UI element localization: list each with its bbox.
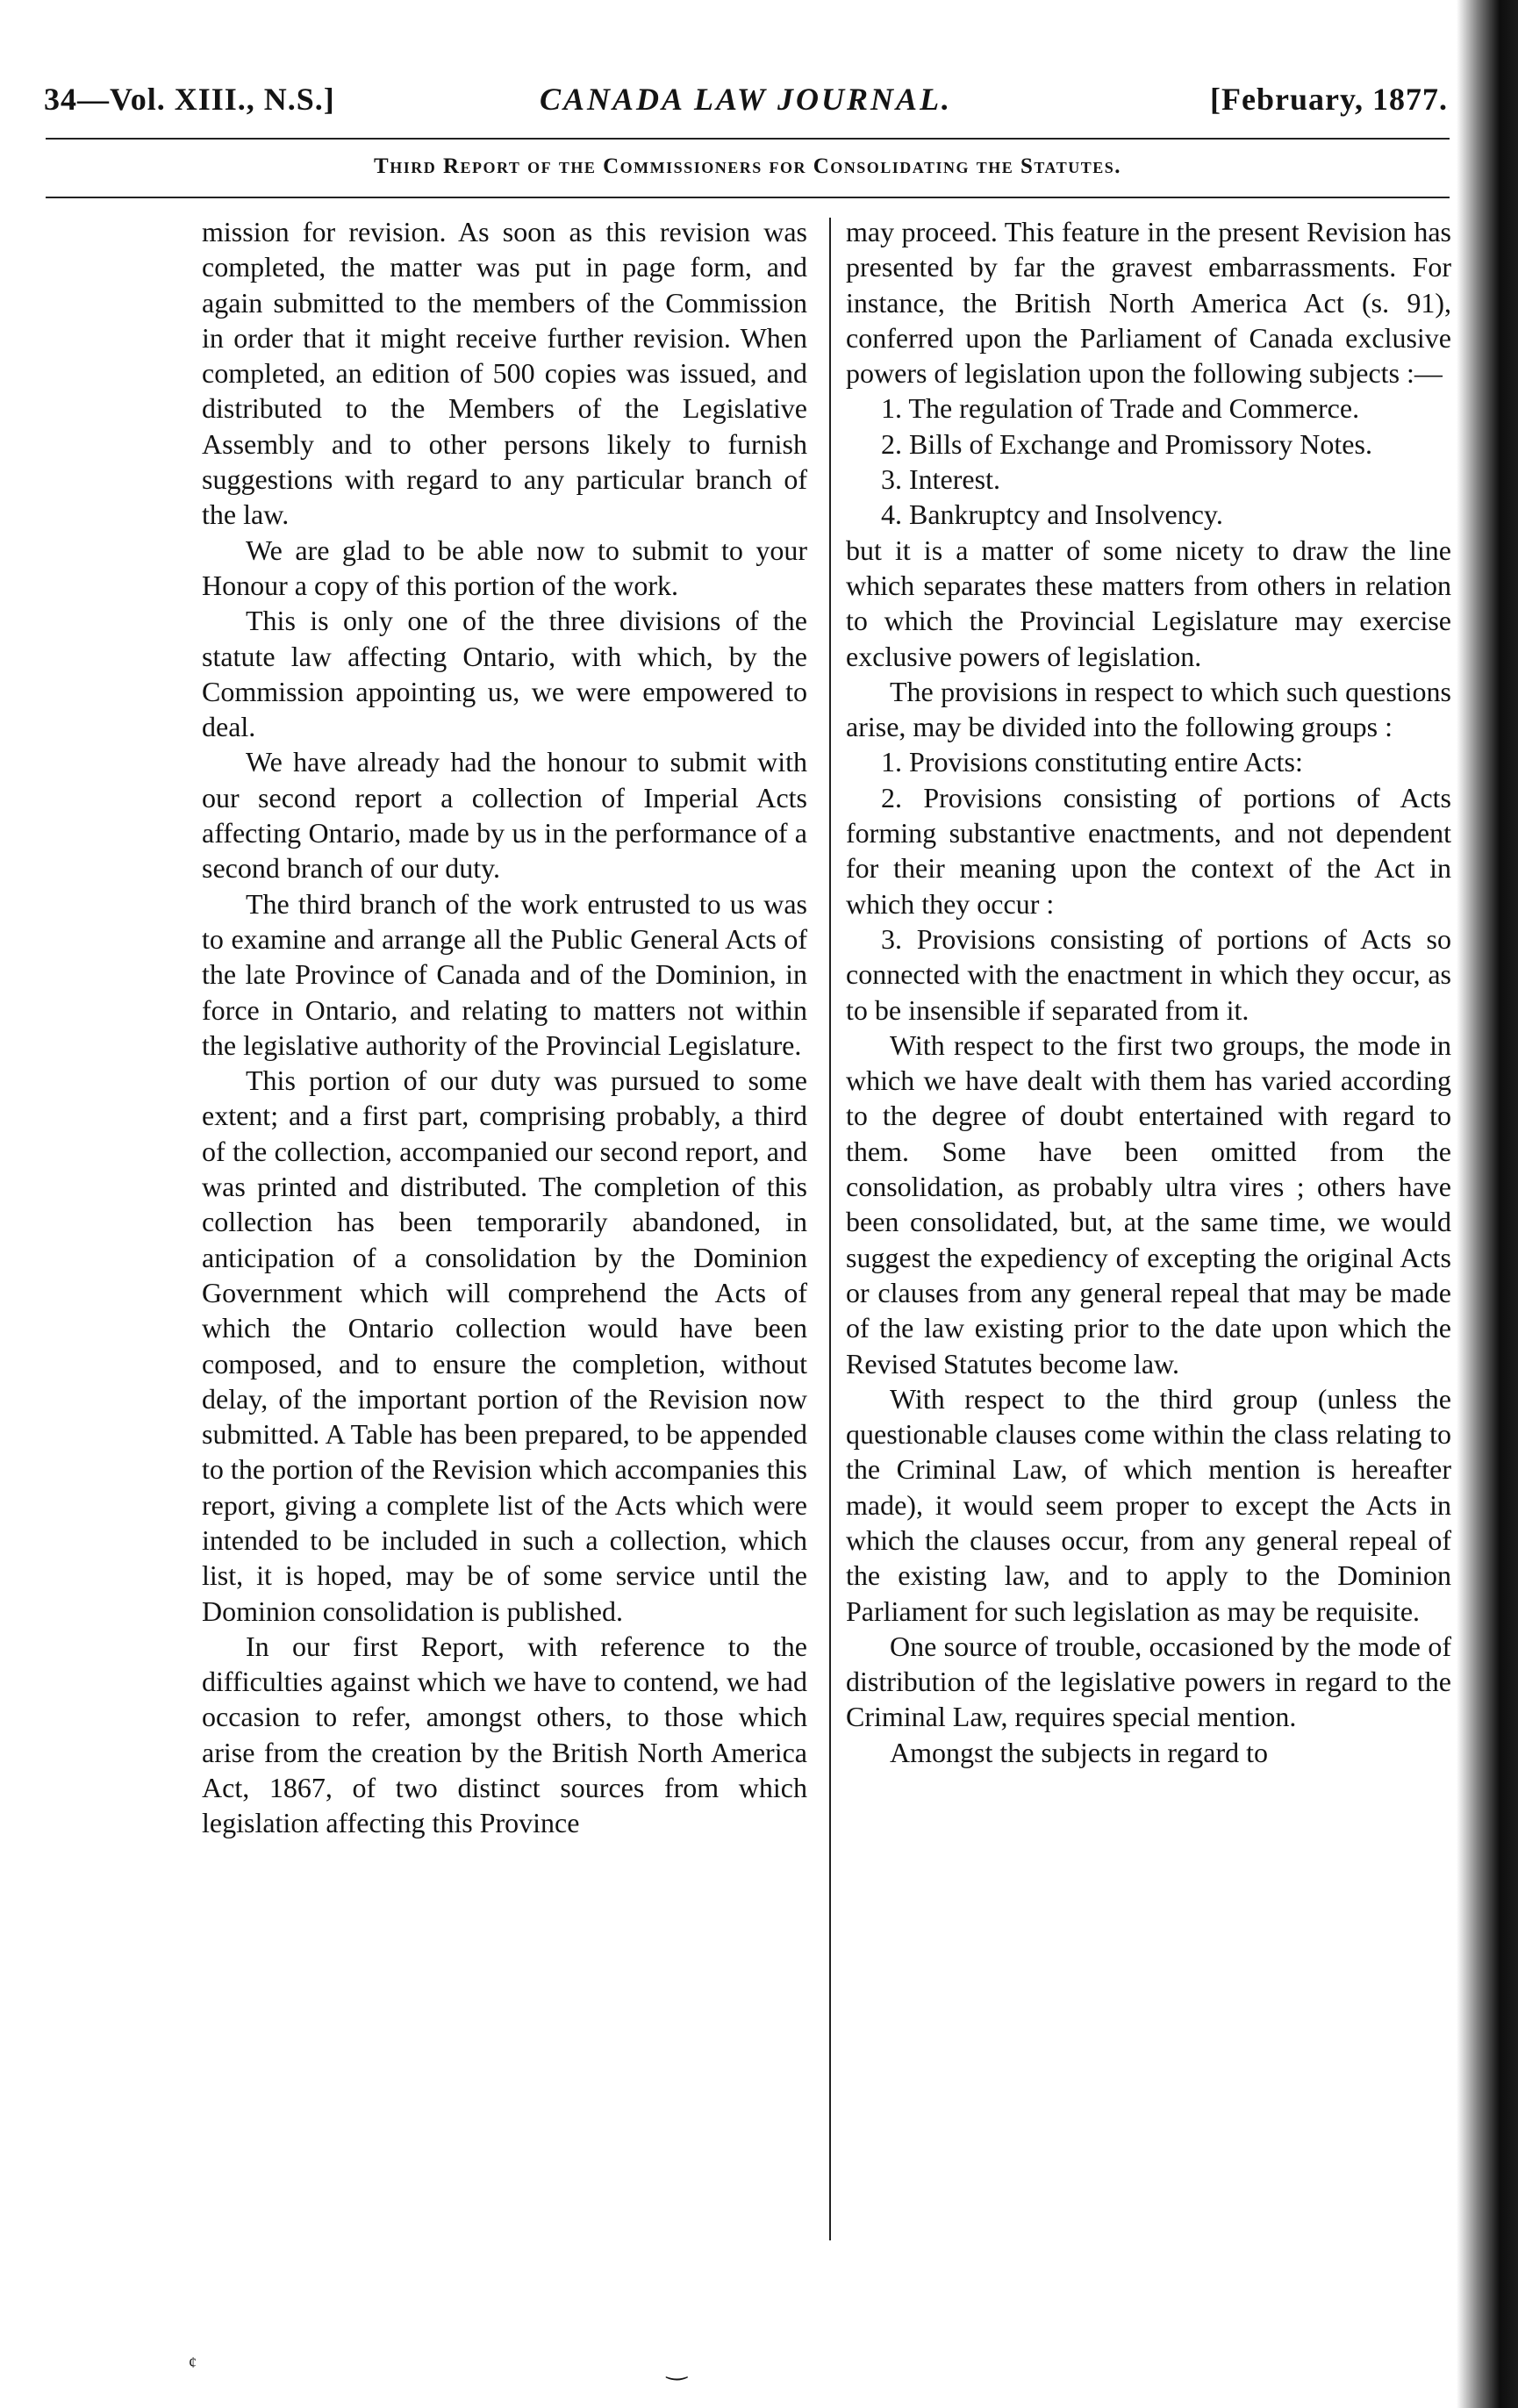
paragraph: 2. Bills of Exchange and Promissory Notes. — [881, 427, 1372, 460]
paragraph: 3. Provisions consisting of portions of Acts so connected with the enactment in which they occur, as to be insensible if separated from it. — [846, 922, 1451, 1026]
paragraph: One source of trouble, occasioned by the mode of distribution of the legislative powers in regard to the Criminal Law, requires special mention. — [846, 1630, 1451, 1733]
paragraph: With respect to the third group (unless the questionable clauses come within the class relating to the Criminal Law, of which mention is hereafter made), it would seem proper to except the Acts in which the clauses occur, from any general repeal of the existing law, and to apply to the Dominion Parliament for such legislation as may be requisite. — [846, 1382, 1451, 1627]
left-column — [202, 214, 807, 1841]
paragraph: This is only one of the three divisions of the statute law affecting Ontario, with which, by the Commission appointing us, we were empowered to deal. — [202, 605, 807, 743]
column-divider — [829, 218, 831, 2240]
page-volume: 34—Vol. XIII., N.S.] — [44, 82, 335, 117]
section-heading: Third Report of the Commissioners for Consolidating the Statutes. — [374, 154, 1121, 178]
paragraph: 1. Provisions constituting entire Acts: — [881, 746, 1303, 778]
paragraph: 3. Interest. — [881, 463, 1000, 496]
paragraph: Amongst the subjects in regard to — [890, 1736, 1269, 1768]
footer-mark: ¢ — [189, 2354, 197, 2371]
paragraph: This portion of our duty was pursued to some extent; and a first part, comprising probably, a third of the collection, accompanied our second report, and was printed and distributed. The completion of this collection has been temporarily abandoned, in anticipation of a consolidation by the Dominion Government which will comprehend the Acts of which the Ontario collection would have been composed, and to ensure the completion, without delay, of the important portion of the Revision now submitted. A Table has been prepared, to be appended to the portion of the Revision which accompanies this report, giving a complete list of the Acts which were intended to be included in such a collection, which list, it is hoped, may be of some service until the Dominion consolidation is published. — [202, 1064, 807, 1627]
header-rule — [46, 138, 1450, 140]
paragraph: but it is a matter of some nicety to draw the line which separates these matters from others in relation to which the Provincial Legislature may exercise exclusive powers of legislation. — [846, 534, 1451, 672]
paragraph: The provisions in respect to which such questions arise, may be divided into the following groups : — [846, 675, 1451, 743]
paragraph: mission for revision. As soon as this revision was completed, the matter was put in page form, and again submitted to the members of the Commission in order that it might receive further revision. When completed, an edition of 500 copies was issued, and distributed to the Members of the Legislative Assembly and to other persons likely to furnish suggestions with regard to any particular branch of the law. — [202, 216, 807, 531]
subheading-rule — [46, 197, 1450, 198]
footer-dash: ‿ — [667, 2354, 687, 2381]
paragraph: 1. The regulation of Trade and Commerce. — [881, 392, 1360, 425]
paragraph: In our first Report, with reference to the difficulties against which we have to contend, we had occasion to refer, amongst others, to those which arise from the creation by the British North America Act, 1867, of two distinct sources from which legislation affecting this Province — [202, 1630, 807, 1839]
paragraph: We are glad to be able now to submit to your Honour a copy of this portion of the work. — [202, 534, 807, 601]
journal-title: CANADA LAW JOURNAL. — [539, 82, 953, 117]
paragraph: 4. Bankruptcy and Insolvency. — [881, 498, 1223, 531]
paragraph: 2. Provisions consisting of portions of Acts forming substantive enactments, and not dependent for their meaning upon the context of the Act in which they occur : — [846, 781, 1451, 920]
paragraph: With respect to the first two groups, the mode in which we have dealt with them has varied according to the degree of doubt entertained with regard to them. Some have been omitted from the consolidation, as probably ultra vires ; others have been consolidated, but, at the same time, we would suggest the expediency of excepting the original Acts or clauses from any general repeal that may be made of the law existing prior to the date upon which the Revised Statutes become law. — [846, 1028, 1451, 1380]
paragraph: We have already had the honour to submit with our second report a collection of Imperial Acts affecting Ontario, made by us in the performance of a second branch of our duty. — [202, 746, 807, 885]
paragraph: may proceed. This feature in the present Revision has presented by far the gravest embarrassments. For instance, the British North America Act (s. 91), conferred upon the Parliament of Canada exclusive powers of legislation upon the following subjects :— — [846, 216, 1451, 390]
scan-edge-shadow — [1457, 0, 1518, 2408]
issue-date: [February, 1877. — [1210, 82, 1448, 117]
running-header — [44, 81, 1448, 125]
right-column — [846, 214, 1451, 1770]
paragraph: The third branch of the work entrusted to us was to examine and arrange all the Public General Acts of the late Province of Canada and of the Dominion, in force in Ontario, and relating to matters not within the legislative authority of the Provincial Legislature. — [202, 887, 807, 1061]
